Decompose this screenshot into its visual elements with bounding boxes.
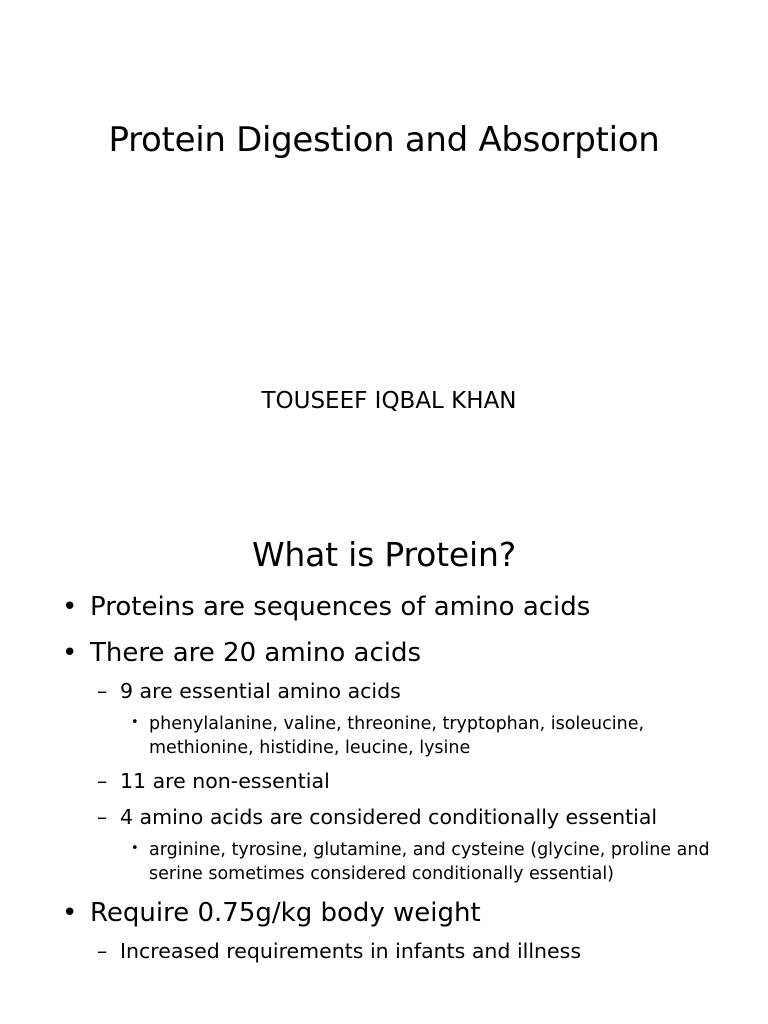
sub-bullet-text: 9 are essential amino acids (120, 679, 401, 703)
slide-title: Protein Digestion and Absorption (108, 120, 660, 160)
bullet-text: There are 20 amino acids (90, 638, 422, 668)
dash-icon: – (97, 769, 108, 793)
bullet-icon: • (62, 592, 78, 622)
dash-icon: – (97, 679, 108, 703)
sub-bullet-text: 11 are non-essential (120, 769, 330, 793)
detail-text: serine sometimes considered conditionally essential) (149, 864, 615, 884)
bullet-text: Proteins are sequences of amino acids (90, 592, 591, 622)
sub-bullet-icon: • (131, 715, 139, 730)
sub-bullet-text: Increased requirements in infants and illness (120, 939, 582, 963)
sub-bullet-text: 4 amino acids are considered conditionally essential (120, 805, 658, 829)
dash-icon: – (97, 939, 108, 963)
detail-text: arginine, tyrosine, glutamine, and cysteine (glycine, proline and (149, 840, 710, 860)
bullet-text: Require 0.75g/kg body weight (90, 898, 481, 928)
bullet-icon: • (62, 638, 78, 668)
dash-icon: – (97, 805, 108, 829)
detail-text: methionine, histidine, leucine, lysine (149, 738, 471, 758)
detail-text: phenylalanine, valine, threonine, tryptophan, isoleucine, (149, 714, 645, 734)
sub-bullet-icon: • (131, 841, 139, 856)
bullet-icon: • (62, 898, 78, 928)
author-name: TOUSEEF IQBAL KHAN (261, 388, 517, 414)
slide-heading: What is Protein? (251, 535, 517, 574)
